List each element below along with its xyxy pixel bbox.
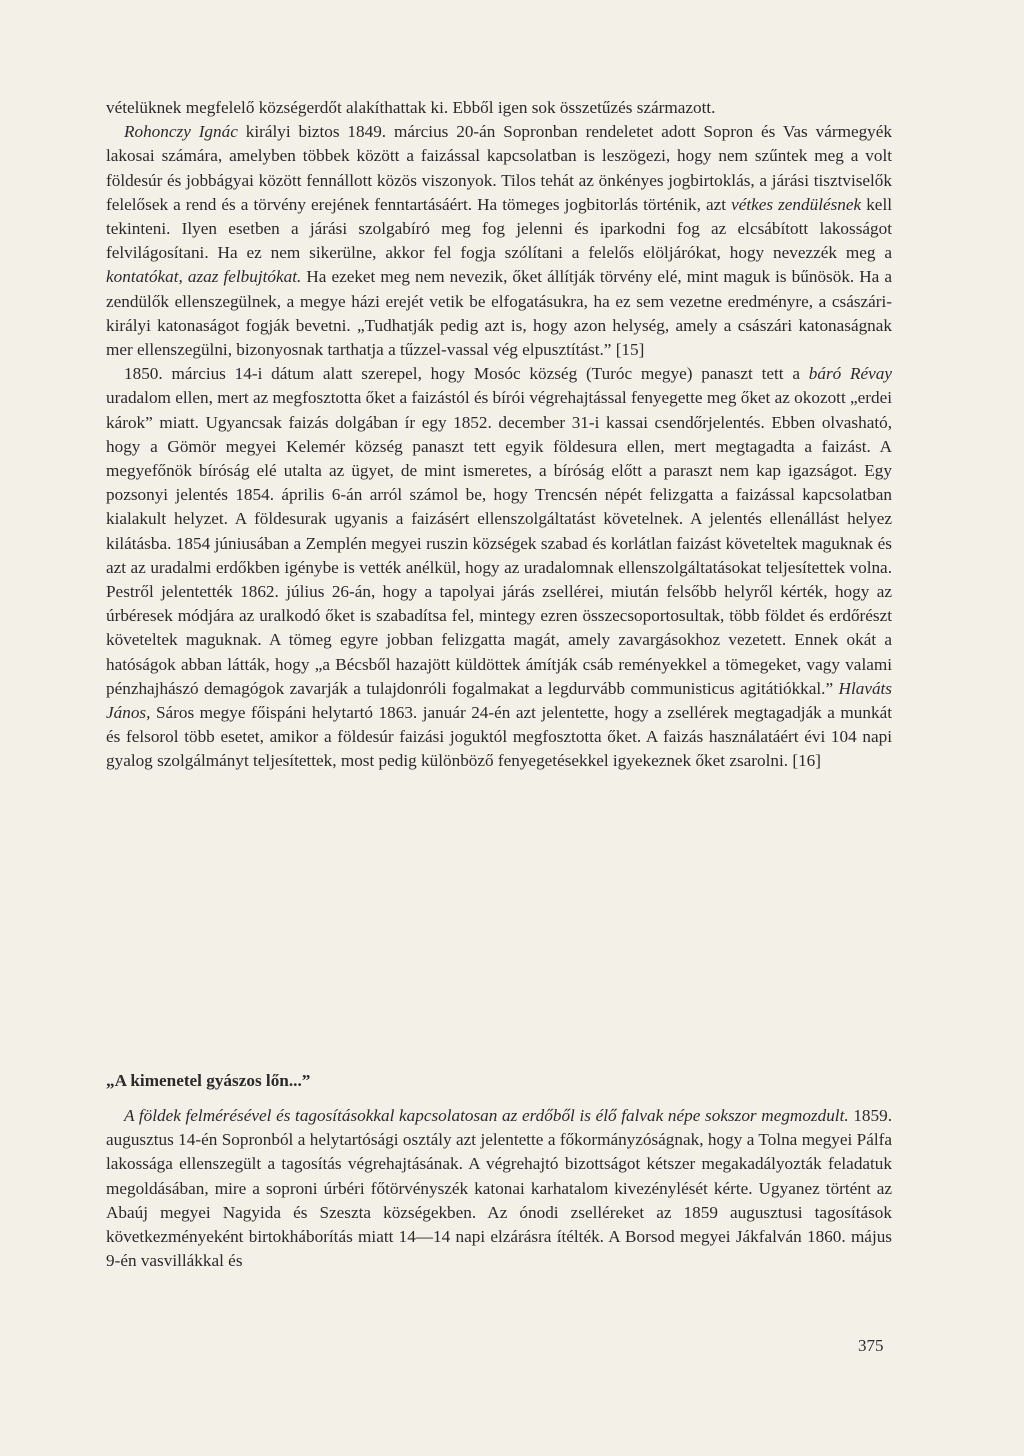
section-heading: „A kimenetel gyászos lőn...”: [106, 1071, 311, 1090]
text-run: kell tekinteni. Ilyen esetben a járási szolgabíró meg fog jelenni és iparkodni fog az elcsábított lakosságot felvilágosítani. Ha ez nem sikerülne, akkor fel fogja szólítani a felelős elöljárókat, hogy nevezzék meg a: [106, 194, 892, 263]
italic-text: Rohonczy Ignác: [124, 122, 238, 142]
body-text-section-2: [106, 1104, 892, 1273]
italic-text: vétkes zendülésnek: [731, 194, 862, 214]
page-number: 375: [858, 1336, 884, 1355]
italic-text: A földek felmérésével és tagosításokkal kapcsolatosan az erdőből is élő falvak népe sokszor megmozdult.: [124, 1106, 849, 1125]
italic-text: báró Révay: [808, 364, 892, 384]
paragraph: [106, 362, 892, 773]
paragraph: [106, 1104, 892, 1273]
italic-text: kontatókat, azaz felbujtókat.: [106, 267, 302, 287]
text-run: Ha ezeket meg nem nevezik, őket állítják törvény elé, mint maguk is bűnösök. Ha a zendülők ellenszegülnek, a megye házi erejét vetik be elfogatásukra, ha ez sem vezetne eredményre, a császári-királyi katonaságot fogják bevetni. „Tudhatják pedig azt is, hogy azon helység, amely a császári katonaságnak mer ellenszegülni, bizonyosnak tarthatja a tűzzel-vassal vég elpusztítást.” [15]: [106, 267, 892, 360]
body-text-section-1: [106, 96, 892, 774]
italic-text: Hlaváts János,: [106, 678, 892, 723]
paragraph: vételüknek megfelelő községerdőt alakíthattak ki. Ebből igen sok összetűzés származott.: [106, 98, 716, 117]
text-run: Sáros megye főispáni helytartó 1863. január 24-én azt jelentette, hogy a zsellérek megtagadják a munkát és felsorol több esetet, amikor a földesúr faizási joguktól megfosztotta őket. A faizás használatáért évi 104 napi gyalog szolgálmányt teljesítettek, most pedig különböző fenyegetésekkel igyekeznek őket zsarolni. [16]: [106, 703, 892, 771]
text-run: királyi biztos 1849. március 20-án Sopronban rendeletet adott Sopron és Vas vármegyék lakosai számára, amelyben többek között a faizással kapcsolatban is leszögezi, hogy nem szűntek meg a volt földesúr és jobbágyai között fennállott közös viszonyok. Tilos tehát az önkényes jogbirtoklás, a járási tisztviselők felelősek a rend és a törvény erejének fenntartásáért. Ha tömeges jogbitorlás történik, azt: [106, 122, 892, 214]
text-run: 1859. augusztus 14-én Sopronból a helytartósági osztály azt jelentette a főkormányzóságnak, hogy a Tolna megyei Pálfa lakossága ellenszegült a tagosítás végrehajtásának. A végrehajtó bizottságot kétszer megakadályozták feladatuk megoldásában, mire a soproni úrbéri főtörvényszék katonai karhatalom kivezénylését kérte. Ugyanez történt az Abaúj megyei Nagyida és Szeszta községekben. Az ónodi zselléreket az 1859 augusztusi tagosítások következményeként birtokháborítás miatt 14—14 napi elzárásra ítélték. A Borsod megyei Jákfalván 1860. május 9-én vasvillákkal és: [106, 1106, 892, 1271]
text-run: 1850. március 14-i dátum alatt szerepel, hogy Mosóc község (Turóc megye) panaszt tett a: [124, 364, 809, 384]
paragraph: [106, 120, 892, 362]
text-run: uradalom ellen, mert az megfosztotta őket a faizástól és bírói végrehajtással fenyegette meg őket az okozott „erdei károk” miatt. Ugyancsak faizás dolgában ír egy 1852. december 31-i kassai csendőrjelentés. Ebben olvasható, hogy a Gömör megyei Kelemér község panaszt tett egyik földesura ellen, mert megtagadta a faizást. A megyefőnök bíróság elé utalta az ügyet, de mint ismeretes, a bíróság előtt a paraszt nem kap igazságot. Egy pozsonyi jelentés 1854. április 6-án arról számol be, hogy Trencsén népét felizgatta a faizással kapcsolatban kialakult helyzet. A földesurak ugyanis a faizásért ellenszolgáltatást követelnek. A jelentés ellenállást helyez kilátásba. 1854 júniusában a Zemplén megyei ruszin községek szabad és korlátlan faizást követeltek maguknak és azt az uradalmi erdőkben igénybe is vették anélkül, hogy az uradalomnak ellenszolgáltatásokat teljesítettek volna. Pestről jelentették 1862. július 26-án, hogy a tapolyai járás zsellérei, miután felsőbb helyről kérték, hogy az úrbéresek módjára az uralkodó őket is szabadítsa fel, mintegy ezren összecsoportosultak, több földet és erdőrészt követeltek maguknak. A tömeg egyre jobban felizgatta magát, amely zavargásokhoz vezetett. Ennek okát a hatóságok abban látták, hogy „a Bécsből hazajött küldöttek ámítják csáb reményekkel a tömegeket, vagy valami pénzhajhászó demagógok zavarják a tulajdonróli fogalmakat a legdurvább communisticus agitátiókkal.”: [106, 388, 892, 698]
